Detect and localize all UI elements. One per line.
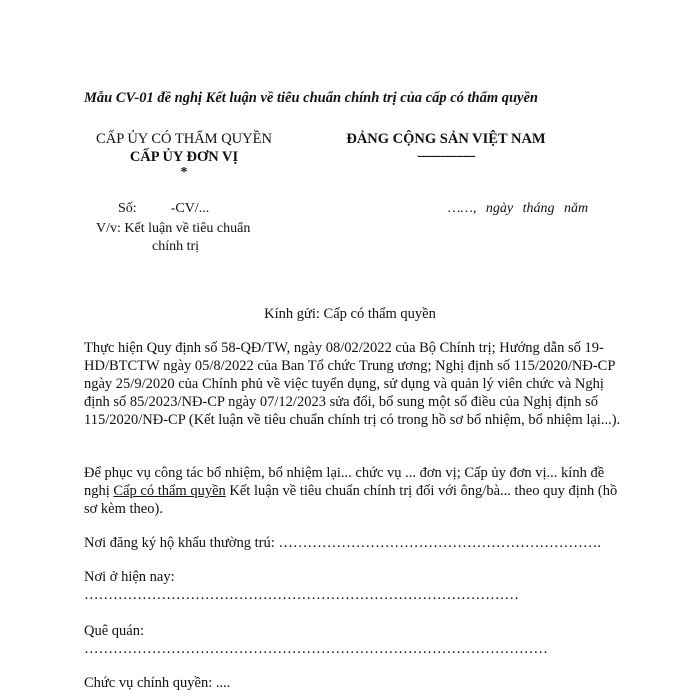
hometown-field xyxy=(84,622,548,658)
salutation: Kính gửi: Cấp có thẩm quyền xyxy=(264,306,436,322)
hometown-label: Quê quán: xyxy=(84,623,144,639)
document-number-value: -CV/... xyxy=(170,201,210,216)
party-title: ĐẢNG CỘNG SẢN VIỆT NAM xyxy=(346,131,546,147)
subject-line-2: chính trị xyxy=(152,239,200,254)
current-residence-dots: ……………………………………………………………………………… xyxy=(84,587,519,603)
paragraph2-text-after: Kết luận về tiêu chuẩn chính trị đối với ông/bà... theo quy định (hồ sơ kèm theo). xyxy=(84,483,618,517)
authority-line-1: CẤP ỦY CÓ THẨM QUYỀN xyxy=(96,131,272,147)
authority-line-2: CẤP ỦY ĐƠN VỊ xyxy=(129,149,239,165)
party-header xyxy=(330,130,562,164)
date-line: ……, ngày tháng năm xyxy=(448,201,589,216)
subject-line-1: V/v: Kết luận về tiêu chuẩn xyxy=(96,221,251,236)
paragraph2-text-before: Để phục vụ công tác bổ nhiệm, bổ nhiệm lại... chức vụ ... đơn vị; Cấp ủy đơn vị... kính đề nghị xyxy=(84,465,605,499)
document-number xyxy=(118,201,209,217)
registered-residence-field: Nơi đăng ký hộ khẩu thường trú: …………………………………………………………. xyxy=(84,535,601,551)
current-residence-label: Nơi ở hiện nay: xyxy=(84,569,175,585)
document-number-label: Số: xyxy=(118,201,137,216)
current-residence-field xyxy=(84,568,519,604)
body-paragraph-1: Thực hiện Quy định số 58-QĐ/TW, ngày 08/02/2022 của Bộ Chính trị; Hướng dẫn số 19-HD/BTCTW ngày 05/8/2022 của Ban Tổ chức Trung ương; Nghị định số 115/2020/NĐ-CP ngày 25/9/2020 của Chính phủ về việc tuyển dụng, sử dụng và quản lý viên chức và Nghị định số 85/2023/NĐ-CP ngày 07/12/2023 sửa đổi, bổ sung một số điều của Nghị định số 115/2020/NĐ-CP (Kết luận về tiêu chuẩn chính trị có trong hồ sơ bổ nhiệm, bổ nhiệm lại...). xyxy=(84,340,621,428)
party-title-rule: --------------- xyxy=(417,148,475,164)
authority-mark: * xyxy=(180,165,188,180)
form-title: Mẫu CV-01 đề nghị Kết luận về tiêu chuẩn chính trị của cấp có thẩm quyền xyxy=(84,90,538,106)
issuing-authority-header xyxy=(70,130,298,180)
body-paragraph-2 xyxy=(84,464,630,518)
hometown-dots: …………………………………………………………………………………… xyxy=(84,641,548,657)
paragraph2-underlined-text: Cấp có thẩm quyền xyxy=(113,483,226,499)
position-field: Chức vụ chính quyền: .... xyxy=(84,675,231,691)
subject-line xyxy=(96,220,250,256)
